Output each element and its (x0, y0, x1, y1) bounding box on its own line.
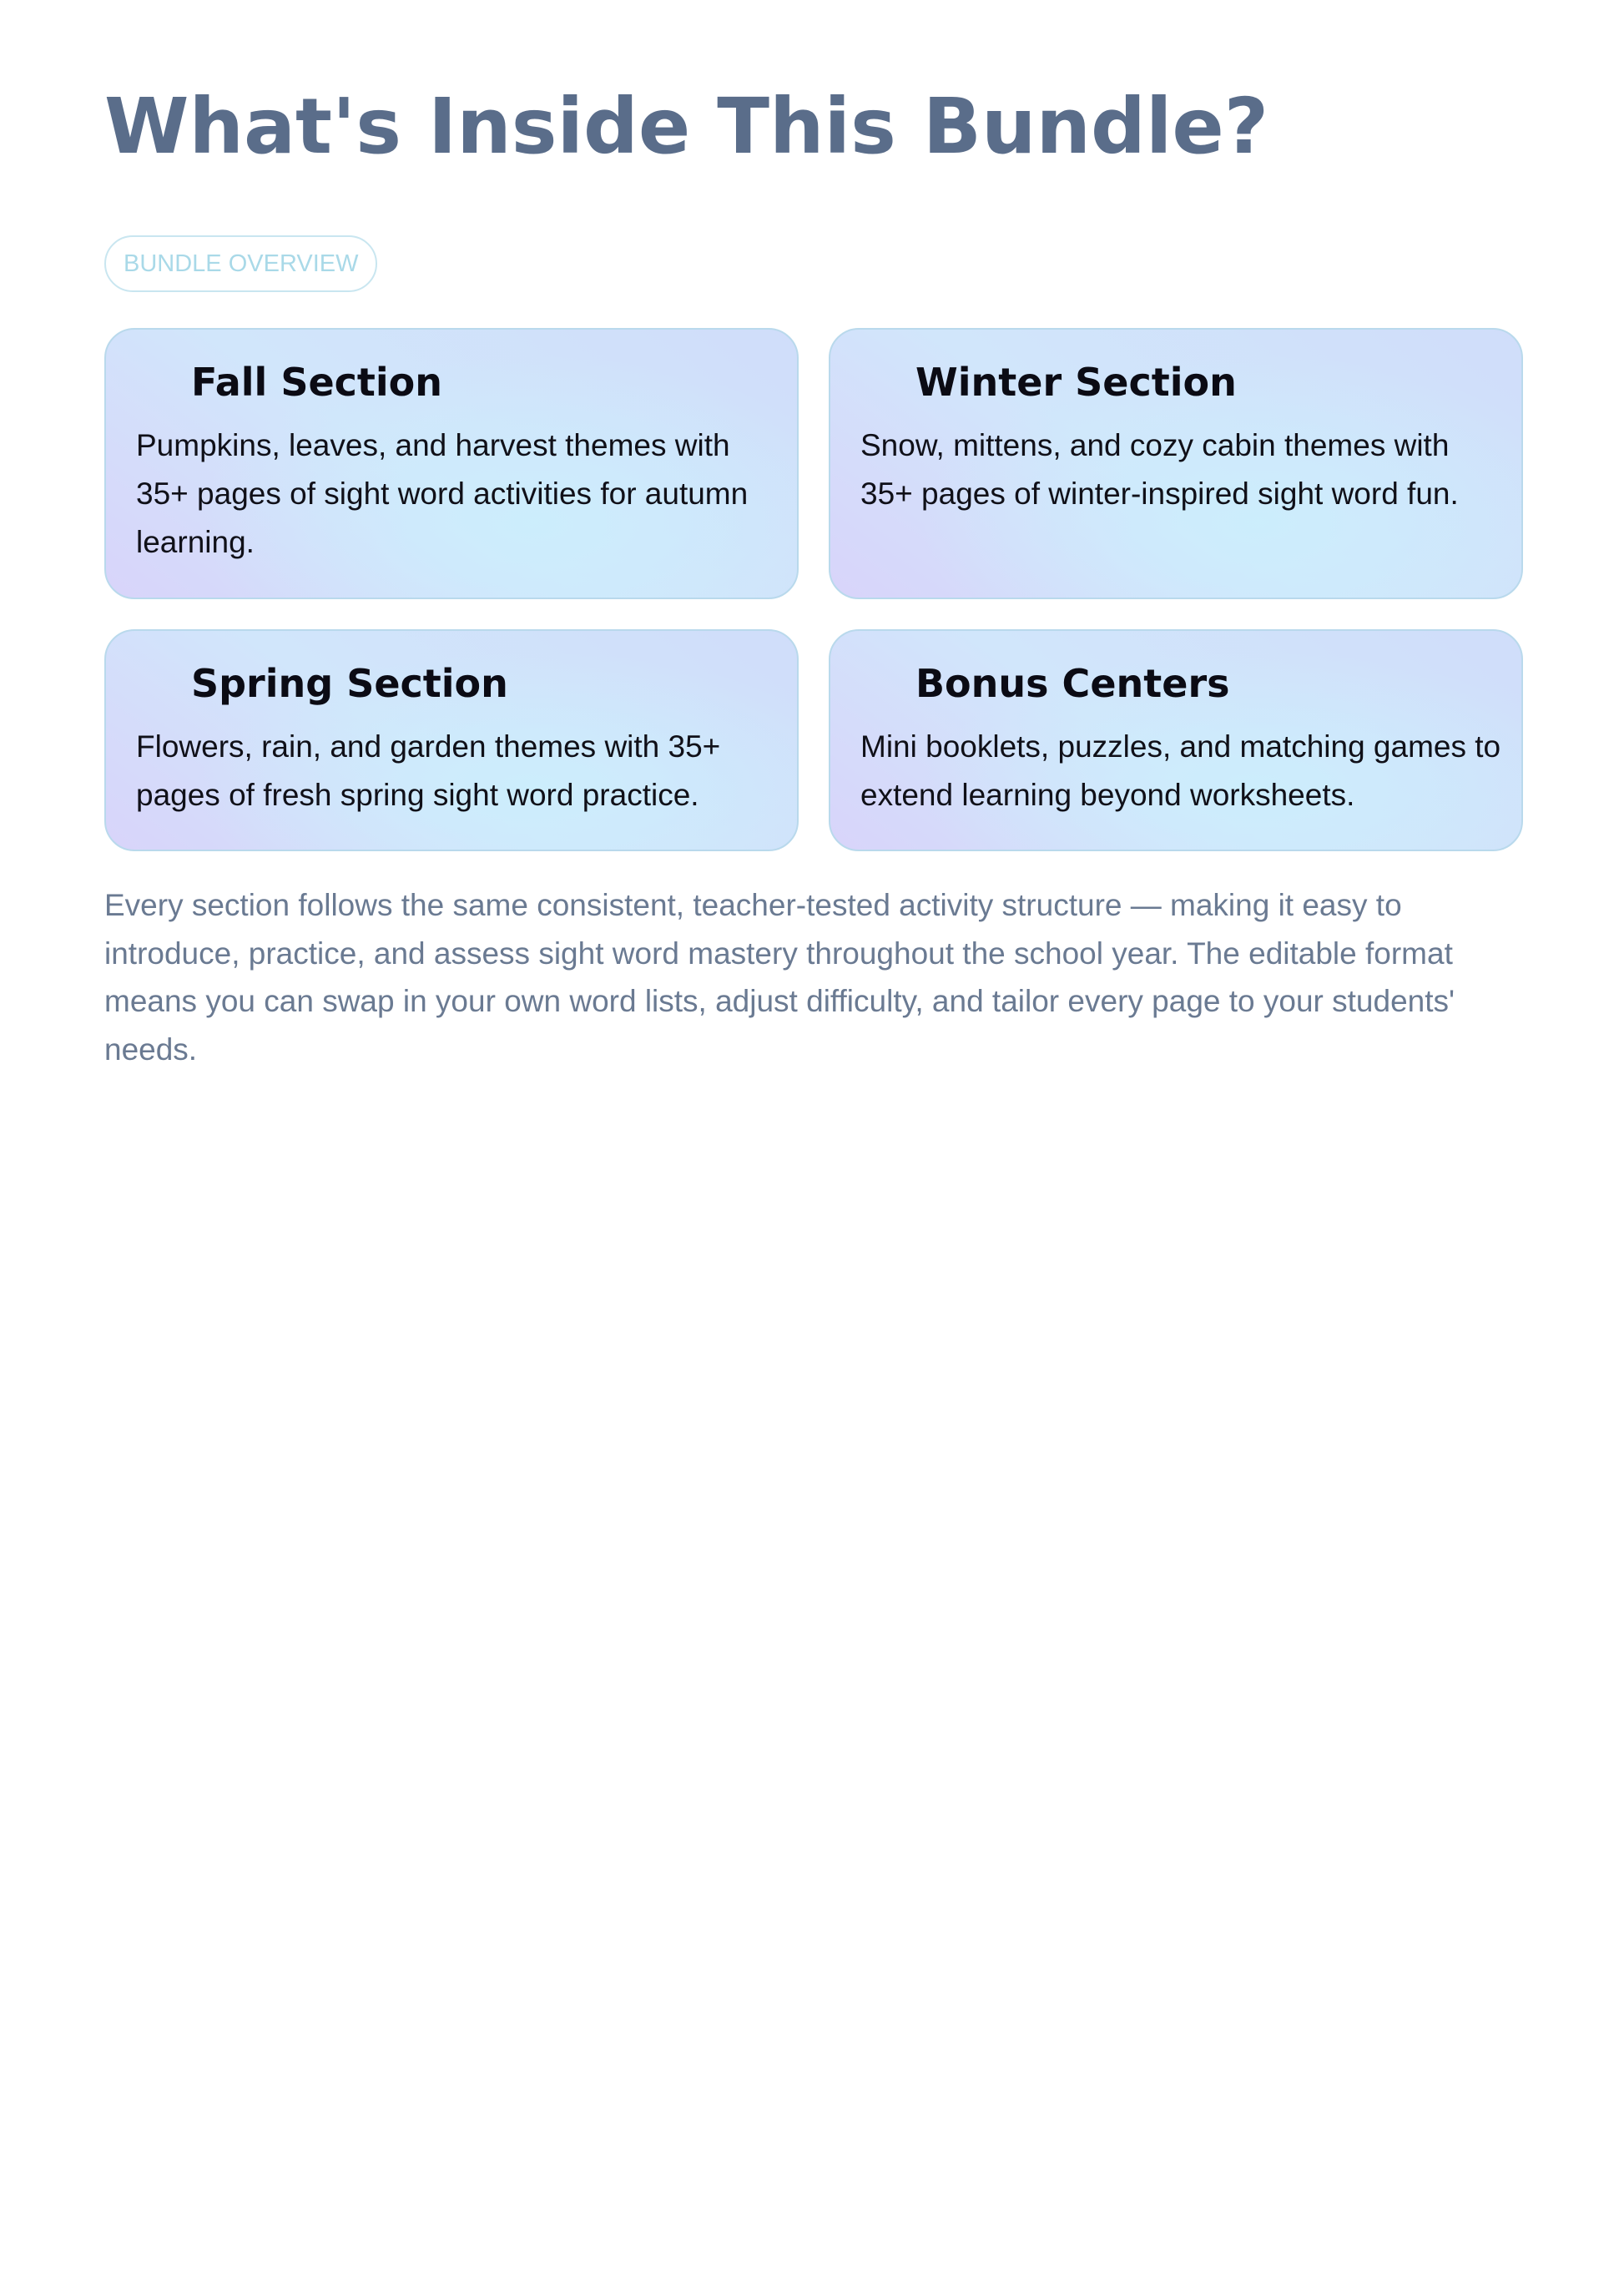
page-title: What's Inside This Bundle? (104, 82, 1269, 171)
section-card-title: Fall Section (191, 360, 443, 405)
section-card-title: Winter Section (915, 360, 1237, 405)
section-card-spring (104, 629, 799, 851)
section-card-description: Mini booklets, puzzles, and matching games to extend learning beyond worksheets. (860, 729, 1501, 812)
section-card-winter (829, 328, 1523, 599)
summary-paragraph: Every section follows the same consistent, teacher-tested activity structure — making it easy to introduce, practice, and assess sight word mastery throughout the school year. The editable format means you can swap in your own word lists, adjust difficulty, and tailor every page to your students' needs. (104, 888, 1455, 1067)
section-card-bonus-centers (829, 629, 1523, 851)
section-card-description: Snow, mittens, and cozy cabin themes with 35+ pages of winter-inspired sight word fun. (860, 428, 1459, 511)
section-card-description: Pumpkins, leaves, and harvest themes with 35+ pages of sight word activities for autumn learning. (136, 428, 749, 559)
section-card-description: Flowers, rain, and garden themes with 35+ pages of fresh spring sight word practice. (136, 729, 721, 812)
section-card-title: Spring Section (191, 661, 508, 706)
bundle-overview-badge: BUNDLE OVERVIEW (104, 235, 377, 292)
section-card-fall (104, 328, 799, 599)
section-card-title: Bonus Centers (915, 661, 1230, 706)
